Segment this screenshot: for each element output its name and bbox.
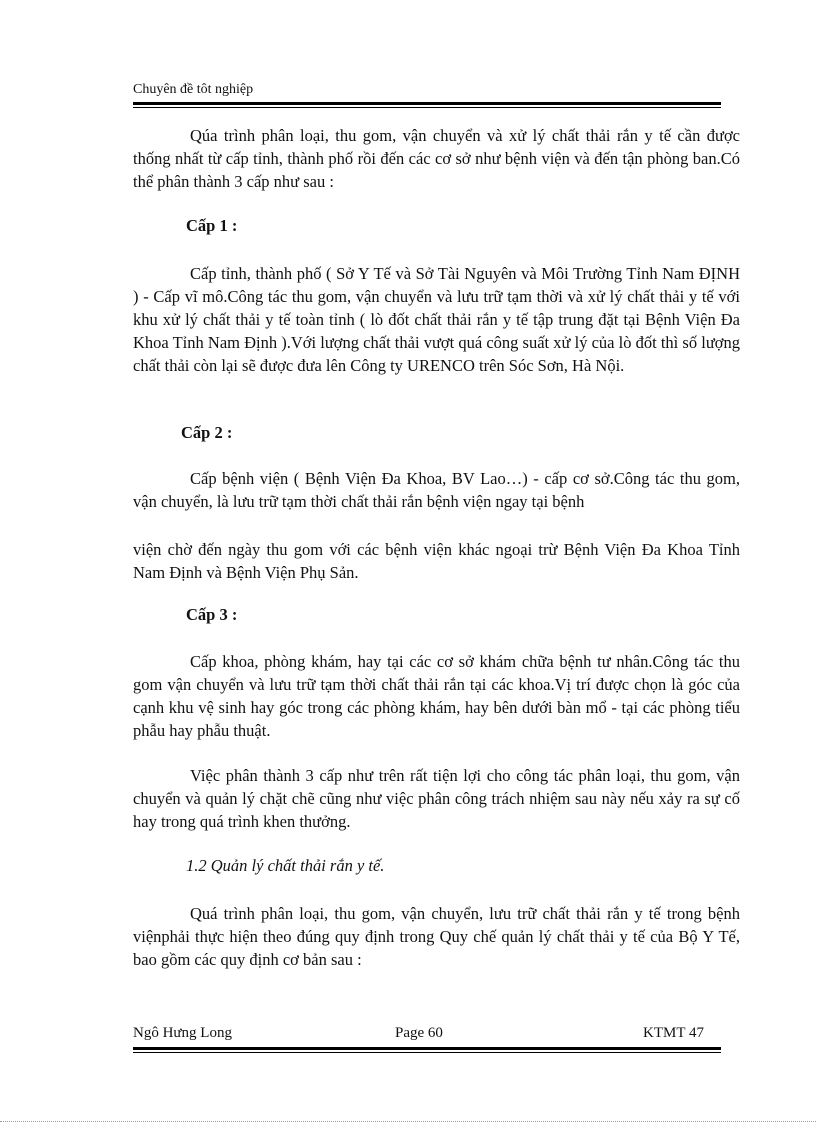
section-heading: 1.2 Quản lý chất thải rắn y tế.	[186, 856, 385, 875]
header-rule-thin	[133, 107, 721, 108]
level2-paragraph-b: viện chờ đến ngày thu gom với các bệnh viện khác ngoại trừ Bệnh Viện Đa Khoa Tỉnh Nam Định và Bệnh Viện Phụ Sản.	[133, 540, 740, 582]
footer-rule-thin	[133, 1052, 721, 1053]
level2-paragraph-a: Cấp bệnh viện ( Bệnh Viện Đa Khoa, BV Lao…) - cấp cơ sở.Công tác thu gom, vận chuyển, là lưu trữ tạm thời chất thải rắn bệnh viện ngay tại bệnh	[133, 469, 740, 511]
intro-paragraph: Qúa trình phân loại, thu gom, vận chuyển và xử lý chất thải rắn y tế cần được thống nhất từ cấp tỉnh, thành phố rồi đến các cơ sở như bệnh viện và đến tận phòng ban.Có thể phân thành 3 cấp như sau :	[133, 126, 740, 191]
level3-paragraph: Cấp khoa, phòng khám, hay tại các cơ sở khám chữa bệnh tư nhân.Công tác thu gom vận chuyển và lưu trữ tạm thời chất thải rắn tại các khoa.Vị trí được chọn là góc của cạnh khu vệ sinh hay góc trong các phòng khám, hay bên dưới bàn mổ - tại các phòng tiểu phẫu hay phẫu thuật.	[133, 652, 740, 740]
footer-rule-thick	[133, 1047, 721, 1050]
header-rule-thick	[133, 102, 721, 105]
level2-heading: Cấp 2 :	[181, 423, 233, 442]
footer-page-number: Page 60	[395, 1025, 443, 1041]
summary-paragraph: Việc phân thành 3 cấp như trên rất tiện lợi cho công tác phân loại, thu gom, vận chuyển và quản lý chặt chẽ cũng như việc phân công trách nhiệm sau này nếu xảy ra sự cố hay trong quá trình khen thưởng.	[133, 766, 740, 831]
footer-author: Ngô Hưng Long	[133, 1025, 232, 1041]
header-title: Chuyên đề tôt nghiệp	[133, 82, 254, 97]
level1-heading: Cấp 1 :	[186, 216, 238, 235]
level1-paragraph: Cấp tỉnh, thành phố ( Sở Y Tế và Sở Tài Nguyên và Môi Trường Tỉnh Nam ĐỊNH ) - Cấp vĩ mô.Công tác thu gom, vận chuyển và lưu trữ tạm thời và xử lý chất thải y tế với khu xử lý chất thải y tế toàn tỉnh ( lò đốt chất thải rắn y tế tập trung đặt tại Bệnh Viện Đa Khoa Tỉnh Nam Định ).Với lượng chất thải vượt quá công suất xử lý của lò đốt thì số lượng chất thải còn lại sẽ được đưa lên Công ty URENCO trên Sóc Sơn, Hà Nội.	[133, 264, 740, 375]
page-bottom-border	[0, 1121, 816, 1122]
footer-class: KTMT 47	[643, 1025, 704, 1041]
level3-heading: Cấp 3 :	[186, 605, 238, 624]
section-paragraph: Quá trình phân loại, thu gom, vận chuyển, lưu trữ chất thải rắn y tế trong bệnh việnphải thực hiện theo đúng quy định trong Quy chế quản lý chất thải y tế của Bộ Y Tế, bao gồm các quy định cơ bản sau :	[133, 904, 740, 969]
